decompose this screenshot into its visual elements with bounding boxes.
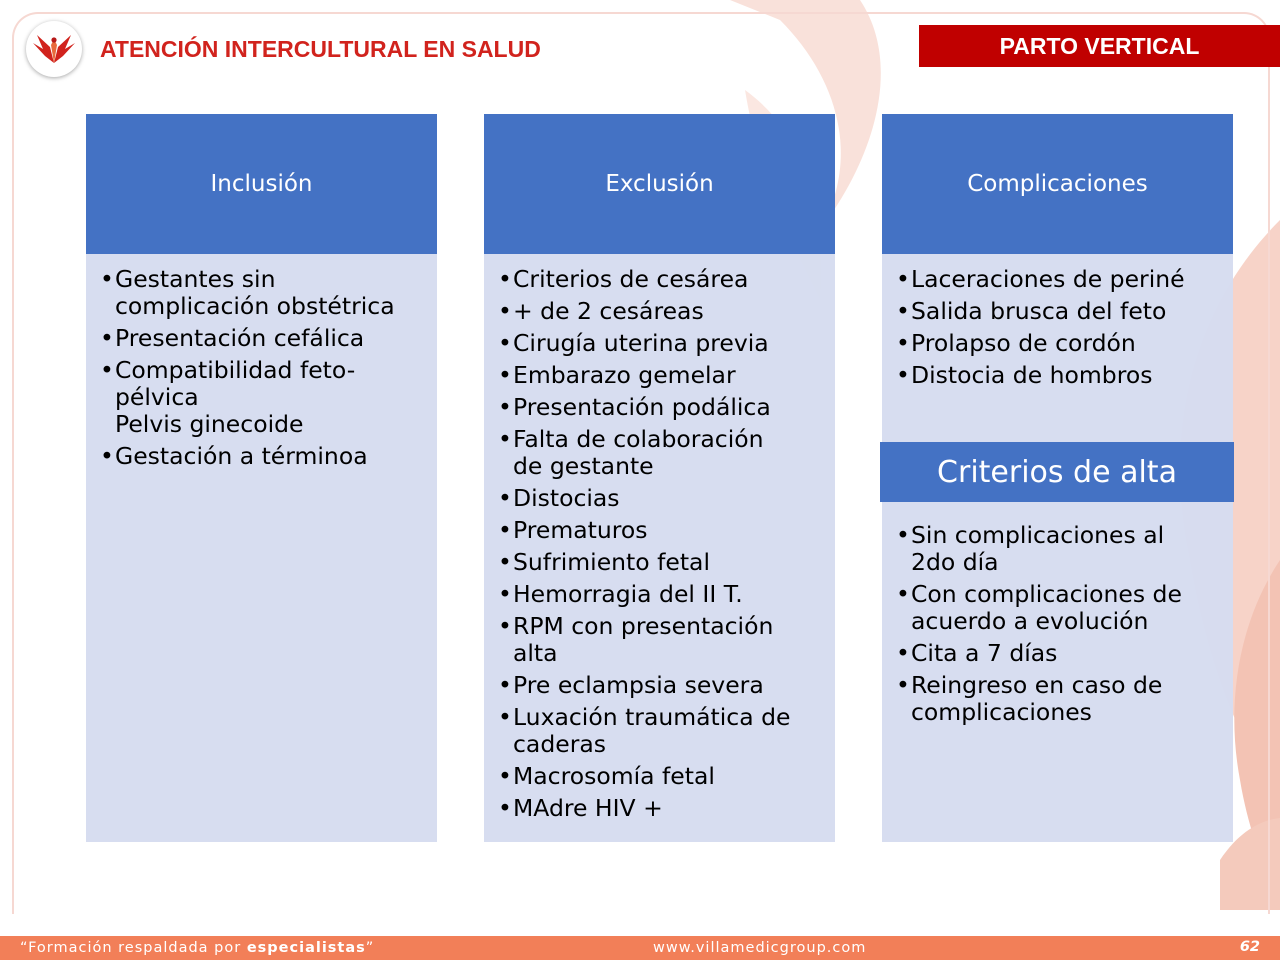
list-item: • Presentación cefálica	[99, 325, 427, 352]
tagline-emphasis: especialistas	[246, 940, 366, 956]
list-item: • RPM con presentación alta	[497, 613, 823, 667]
list-item: • Sufrimiento fetal	[497, 549, 823, 576]
eagle-wings-logo-icon	[26, 21, 82, 77]
list-item: • Criterios de cesárea	[497, 266, 823, 293]
list-item: • Presentación podálica	[497, 394, 823, 421]
discharge-heading: Criterios de alta	[880, 442, 1234, 502]
list-item: • Gestantes sin complicación obstétrica	[99, 266, 427, 320]
section-badge: PARTO VERTICAL	[919, 25, 1280, 67]
list-item: • Distocias	[497, 485, 823, 512]
list-item: • Hemorragia del II T.	[497, 581, 823, 608]
inclusion-body	[86, 254, 437, 842]
list-item: • + de 2 cesáreas	[497, 298, 823, 325]
list-item: • Falta de colaboración de gestante	[497, 426, 823, 480]
exclusion-body	[484, 254, 835, 842]
page-title: ATENCIÓN INTERCULTURAL EN SALUD	[100, 36, 541, 62]
list-item: • Sin complicaciones al 2do día	[895, 522, 1223, 576]
list-item: • Pre eclampsia severa	[497, 672, 823, 699]
exclusion-heading: Exclusión	[484, 114, 835, 254]
list-item: • Gestación a términoa	[99, 443, 427, 470]
list-item: • Prolapso de cordón	[895, 330, 1223, 357]
list-item: • Cita a 7 días	[895, 640, 1223, 667]
list-item: • Salida brusca del feto	[895, 298, 1223, 325]
list-item: • Luxación traumática de caderas	[497, 704, 823, 758]
page-number: 62	[1239, 939, 1260, 955]
list-item: • Cirugía uterina previa	[497, 330, 823, 357]
list-item: • Con complicaciones de acuerdo a evolución	[895, 581, 1223, 635]
footer-bar	[0, 936, 1280, 960]
list-item: • Distocia de hombros	[895, 362, 1223, 389]
footer-tagline	[20, 940, 374, 956]
tagline-text: “Formación respaldada por	[20, 940, 247, 956]
list-item: • Laceraciones de periné	[895, 266, 1223, 293]
list-item: • Prematuros	[497, 517, 823, 544]
footer-website-link[interactable]: www.villamedicgroup.com	[653, 940, 867, 956]
list-item: • Compatibilidad feto-pélvica Pelvis ginecoide	[99, 357, 427, 438]
tagline-close-quote: ”	[365, 940, 375, 956]
list-item: • Embarazo gemelar	[497, 362, 823, 389]
complications-body	[882, 254, 1233, 442]
complications-heading: Complicaciones	[882, 114, 1233, 254]
discharge-body	[882, 502, 1233, 842]
list-item: • MAdre HIV +	[497, 795, 823, 822]
inclusion-heading: Inclusión	[86, 114, 437, 254]
list-item: • Macrosomía fetal	[497, 763, 823, 790]
list-item: • Reingreso en caso de complicaciones	[895, 672, 1223, 726]
